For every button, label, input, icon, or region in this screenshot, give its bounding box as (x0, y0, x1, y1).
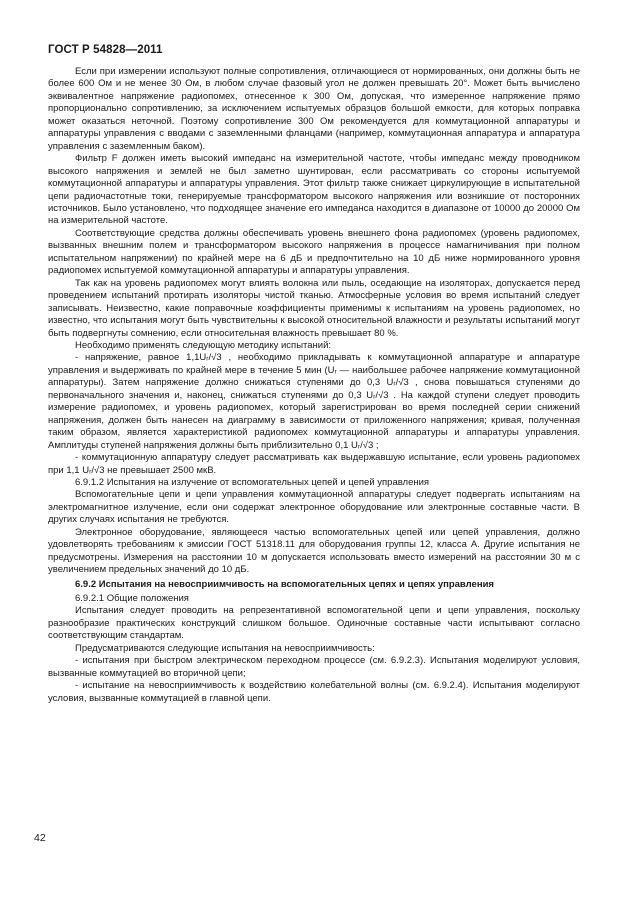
paragraph: Так как на уровень радиопомех могут влиять волокна или пыль, оседающие на изоляторах, допускается перед проведением испытаний протирать изоляторы чистой тканью. Атмосферные условия во время испытаний следует записывать. Неизвестно, какие поправочные коэффициенты применимы к испытаниям на уровень радиопомех, но известно, что испытания могут быть чувствительны к высокой относительной влажности и результаты испытаний могут быть подвергнуты сомнению, если относительная влажность превышает 80 %. (48, 277, 580, 339)
paragraph: - напряжение, равное 1,1Uᵣ/√3 , необходимо прикладывать к коммутационной аппаратуре и аппаратуре управления и выдерживать по крайней мере в течение 5 мин (Uᵣ — наибольшее рабочее напряжение коммутационной аппаратуры). Затем напряжение должно снижаться ступенями до 0,3 Uᵣ/√3 , снова повышаться ступенями до первоначального значения и, наконец, снижаться ступенями до 0,3 Uᵣ/√3 . На каждой ступени следует проводить измерение радиопомех, и уровень радиопомех, который зарегистрирован во время последней серии снижений напряжения, должен быть нанесен на диаграмму в зависимости от приложенного напряжения; кривая, полученная таким образом, является характеристикой радиопомех коммутационной аппаратуры и аппаратуры управления. Амплитуды ступеней напряжения должны быть приблизительно 0,1 Uᵣ/√3 ; (48, 352, 580, 451)
paragraph: Фильтр F должен иметь высокий импеданс на измерительной частоте, чтобы импеданс между проводником высокого напряжения и землей не был заметно шунтирован, если рассматривать со стороны испытуемой коммутационной аппаратуры и аппаратуры управления. Этот фильтр также снижает циркулирующие в испытательной цепи радиочастотные токи, генерируемые трансформатором высокого напряжения или возникшие от посторонних источников. Было установлено, что подходящее значение его импеданса находится в диапазоне от 10000 до 20000 Ом на измерительной частоте. (48, 153, 580, 227)
paragraph: 6.9.1.2 Испытания на излучение от вспомогательных цепей и цепей управления (75, 476, 430, 488)
paragraph: Предусматриваются следующие испытания на невосприимчивость: (75, 642, 375, 654)
paragraph: 6.9.2.1 Общие положения (75, 593, 189, 605)
document-header: ГОСТ Р 54828—2011 (48, 44, 163, 56)
paragraph: Необходимо применять следующую методику испытаний: (75, 339, 332, 351)
paragraph: - коммутационную аппаратуру следует рассматривать как выдержавшую испытание, если уровень радиопомех при 1,1 Uᵣ/√3 не превышает 2500 мкВ. (48, 452, 580, 476)
paragraph: Вспомогательные цепи и цепи управления коммутационной аппаратуры следует подвергать испытаниям на электромагнитное излучение, если они содержат электронное оборудование или электронные составные части. В других случаях испытания не требуются. (48, 489, 580, 526)
paragraph: Испытания следует проводить на репрезентативной вспомогательной цепи и цепи управления, поскольку разнообразие практических конструкций слишком большое. Одиночные составные части испытывают согласно соответствующим стандартам. (48, 605, 580, 642)
paragraph: Соответствующие средства должны обеспечивать уровень внешнего фона радиопомех (уровень радиопомех, вызванных внешним полем и трансформатором высокого напряжения в процессе намагничивания при полном испытательном напряжении) по крайней мере на 6 дБ и предпочтительно на 10 дБ ниже нормированного уровня радиопомех испытуемой коммутационной аппаратуры и аппаратуры управления. (48, 227, 580, 277)
paragraph: - испытания при быстром электрическом переходном процессе (см. 6.9.2.3). Испытания моделируют условия, вызванные коммутацией во вторичной цепи; (48, 655, 580, 679)
section-heading: 6.9.2 Испытания на невосприимчивость на вспомогательных цепях и цепях управления (75, 578, 494, 590)
paragraph: Электронное оборудование, являющееся частью вспомогательных цепей или цепей управления, должно удовлетворять требованиям к эмиссии ГОСТ 51318.11 для оборудования группы 12, класса А. Другие испытания не предусмотрены. Измерения на расстоянии 10 м допускается использовать вместо измерений на расстоянии 30 м с увеличением предельных значений до 10 дБ. (48, 526, 580, 576)
document-body (48, 66, 580, 705)
page-number: 42 (34, 832, 46, 844)
paragraph: - испытание на невосприимчивость к воздействию колебательной волны (см. 6.9.2.4). Испытания моделируют условия, вызванные коммутацией в главной цепи. (48, 680, 580, 704)
paragraph: Если при измерении используют полные сопротивления, отличающиеся от нормированных, они должны быть не более 600 Ом и не менее 30 Ом, в любом случае фазовый угол не должен превышать 20°. Может быть вычислено эквивалентное напряжение радиопомех, отнесенное к 300 Ом, допуская, что измеренное напряжение прямо пропорционально сопротивлению, за исключением испытуемых образцов большой емкости, для которых поправка может оказаться неточной. Поэтому сопротивление 300 Ом рекомендуется для коммутационной аппаратуры и аппаратуры управления с вводами с заземленными фланцами (например, коммутационная аппаратура и аппаратура управления с заземленным баком). (48, 66, 580, 152)
